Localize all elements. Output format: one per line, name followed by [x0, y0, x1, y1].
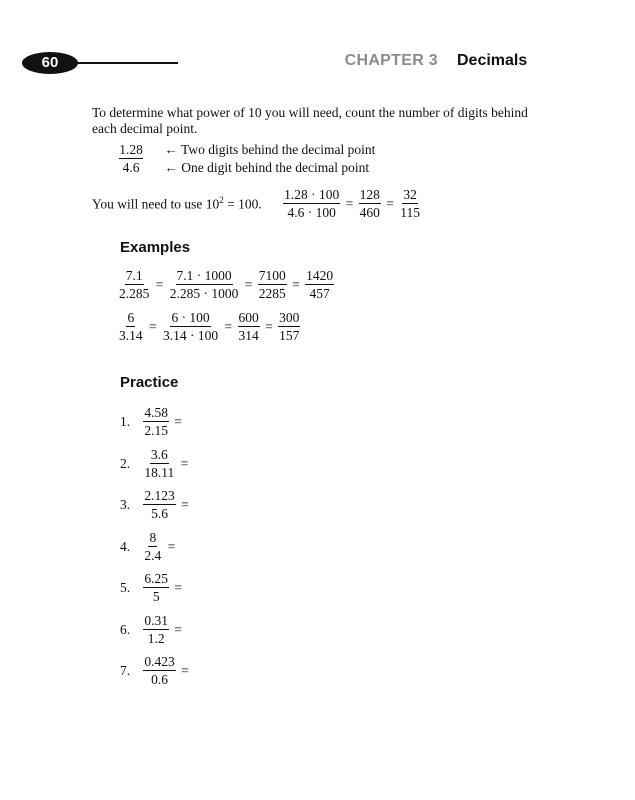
fraction: $\frac{7100}{2285}$ [258, 268, 286, 301]
exponent: 2 [219, 194, 224, 205]
equals-sign: = [244, 276, 253, 292]
annotation-note: Two digits behind the decimal point [181, 142, 376, 157]
annotation-note: One digit behind the decimal point [181, 160, 370, 175]
equals-sign: = [292, 276, 300, 292]
practice-item-4 [120, 530, 177, 563]
fraction: $\frac{1.28 \cdot 100}{4.6 \cdot 100}$ [284, 187, 340, 220]
practice-item-1 [120, 405, 184, 438]
equals-sign: = [174, 413, 182, 429]
practice-item-2 [120, 447, 190, 480]
practice-heading: Practice [120, 374, 179, 391]
fraction: $\frac{3.6}{18.11}$ [144, 447, 175, 480]
example-row-2 [118, 310, 300, 343]
fraction: $\frac{2.123}{5.6}$ [144, 488, 175, 521]
equals-sign: = [181, 496, 189, 512]
chapter-title: Decimals [457, 52, 528, 69]
fraction: $\frac{6}{3.14}$ [119, 310, 143, 343]
item-number: 5. [120, 579, 131, 595]
fraction: $\frac{1420}{457}$ [306, 268, 334, 301]
item-number: 7. [120, 662, 131, 678]
intro-paragraph: To determine what power of 10 you will need, count the number of digits behind each decimal point. [92, 105, 528, 136]
example-row-1 [118, 268, 334, 301]
power-of-ten-sentence [92, 187, 421, 220]
fraction: $\frac{8}{2.4}$ [144, 530, 162, 563]
practice-item-6 [120, 613, 184, 646]
examples-heading: Examples [120, 239, 191, 256]
fraction: $\frac{4.58}{2.15}$ [144, 405, 168, 438]
item-number: 6. [120, 621, 131, 637]
left-arrow-icon: ← [164, 160, 178, 175]
chapter-label: CHAPTER 3 [344, 52, 438, 69]
fraction: $\frac{7.1}{2.285}$ [119, 268, 150, 301]
annotation-value: 4.6 [122, 160, 140, 175]
equals-sign: = [386, 195, 394, 211]
fraction: $\frac{600}{314}$ [238, 310, 259, 343]
fraction: $\frac{32}{115}$ [400, 187, 421, 220]
annotation-line-2 [119, 159, 369, 176]
fraction: $\frac{0.423}{0.6}$ [144, 654, 175, 687]
fraction: $\frac{300}{157}$ [279, 310, 300, 343]
left-arrow-icon: ← [164, 142, 178, 157]
practice-item-3 [120, 488, 191, 521]
equals-sign: = [174, 579, 182, 595]
item-number: 2. [120, 455, 131, 471]
page-number: 60 [41, 54, 59, 71]
item-number: 3. [120, 496, 131, 512]
fraction: $\frac{7.1 \cdot 1000}{2.285 \cdot 1000}$ [169, 268, 239, 301]
practice-item-7 [120, 654, 191, 687]
equals-sign: = [167, 538, 176, 554]
annotation-line-1 [119, 141, 375, 159]
header-rule [70, 62, 178, 64]
practice-item-5 [120, 571, 184, 604]
equals-sign: = [181, 662, 189, 678]
equals-sign: = [345, 195, 354, 211]
item-number: 4. [120, 538, 131, 554]
equals-sign: = [180, 455, 189, 471]
fraction: $\frac{0.31}{1.2}$ [144, 613, 168, 646]
fraction: $\frac{6.25}{5}$ [144, 571, 168, 604]
equals-sign: = [265, 318, 273, 334]
fraction: $\frac{128}{460}$ [359, 187, 380, 220]
equals-sign: = [224, 318, 233, 334]
fraction: $\frac{6 \cdot 100}{3.14 \cdot 100}$ [163, 310, 219, 343]
equals-sign: = [174, 621, 182, 637]
annotation-value: 1.28 [119, 142, 143, 157]
equals-sign: = [149, 318, 157, 334]
equals-sign: = [155, 276, 164, 292]
item-number: 1. [120, 413, 131, 429]
sentence-text: You will need to use $10^2 = 100$. [92, 194, 262, 212]
